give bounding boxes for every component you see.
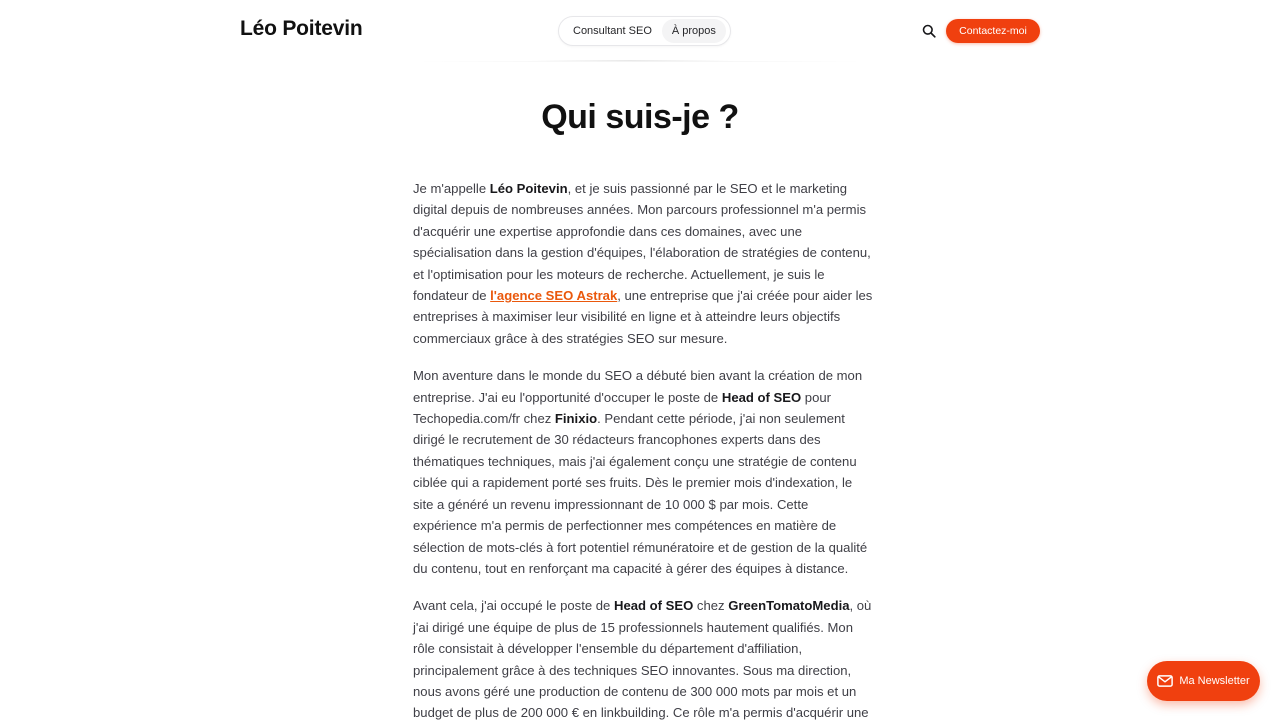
newsletter-label: Ma Newsletter: [1179, 675, 1250, 687]
article-body: [413, 178, 873, 720]
paragraph-greentomato: [413, 595, 873, 720]
page-title: Qui suis-je ?: [541, 98, 739, 136]
text: Mon aventure dans le monde du SEO a débuté bien avant la création de mon entreprise. J'ai eu l'opportunité d'occuper le poste de: [413, 368, 863, 405]
text: Avant cela, j'ai occupé le poste de: [413, 598, 614, 614]
bold-role: Head of SEO: [721, 389, 802, 405]
paragraph-intro: [413, 178, 873, 349]
contact-button[interactable]: Contactez-moi: [946, 19, 1040, 43]
bold-role: Head of SEO: [613, 598, 694, 614]
text: , où j'ai dirigé une équipe de plus de 15 professionnels hautement qualifiés. Mon rôle consistait à développer l'ensemble du département d'affiliation, principalement grâce à des techniques SEO innovantes. Sous ma direction, nous avons géré une production de contenu de 300 000 mots par mois et un budget de plus de 200 000 € en linkbuilding. Ce rôle m'a permis d'acquérir une: [413, 598, 872, 720]
newsletter-button[interactable]: [1147, 661, 1260, 701]
text: Je m'appelle: [413, 181, 490, 196]
text: . Pendant cette période, j'ai non seulement dirigé le recrutement de 30 rédacteurs francophones experts dans des thématiques techniques, mais j'ai également conçu une stratégie de contenu ciblée qui a rapidement porté ses fruits. Dès le premier mois d'indexation, le site a généré un revenu impressionnant de 10 000 $ par mois. Cette expérience m'a permis de perfectionner mes compétences en matière de sélection de mots-clés à fort potentiel rémunératoire et de gestion de la qualité du contenu, tout en renforçant ma capacité à gérer des équipes à distance.: [413, 411, 868, 576]
site-header: [0, 0, 1280, 62]
text: chez: [693, 598, 729, 614]
text: pour Techopedia.com/fr chez: [413, 389, 832, 427]
site-logo[interactable]: Léo Poitevin: [240, 17, 363, 40]
mail-icon: [1157, 675, 1173, 687]
agency-link[interactable]: l'agence SEO Astrak: [490, 288, 618, 304]
search-icon: [922, 24, 936, 38]
search-button[interactable]: [918, 20, 940, 42]
bold-company: Finixio: [554, 411, 598, 427]
bold-company: GreenTomatoMedia: [728, 598, 850, 614]
paragraph-finixio: [413, 365, 873, 579]
text: , et je suis passionné par le SEO et le marketing digital depuis de nombreuses années. Mon parcours professionnel m'a permis d'acquérir une expertise approfondie dans ces domaines, avec une spécialisation dans la gestion d'équipes, l'élaboration de stratégies de contenu, et l'optimisation pour les moteurs de recherche. Actuellement, je suis le fondateur de: [413, 181, 871, 304]
nav-item-a-propos[interactable]: À propos: [662, 19, 726, 43]
text: , une entreprise que j'ai créée pour aider les entreprises à maximiser leur visibilité en ligne et à atteindre leurs objectifs commerciaux grâce à des stratégies SEO sur mesure.: [413, 288, 873, 346]
main-nav: [558, 16, 731, 46]
header-divider: [415, 61, 865, 62]
nav-item-consultant-seo[interactable]: Consultant SEO: [573, 25, 652, 37]
bold-name: Léo Poitevin: [489, 181, 568, 196]
